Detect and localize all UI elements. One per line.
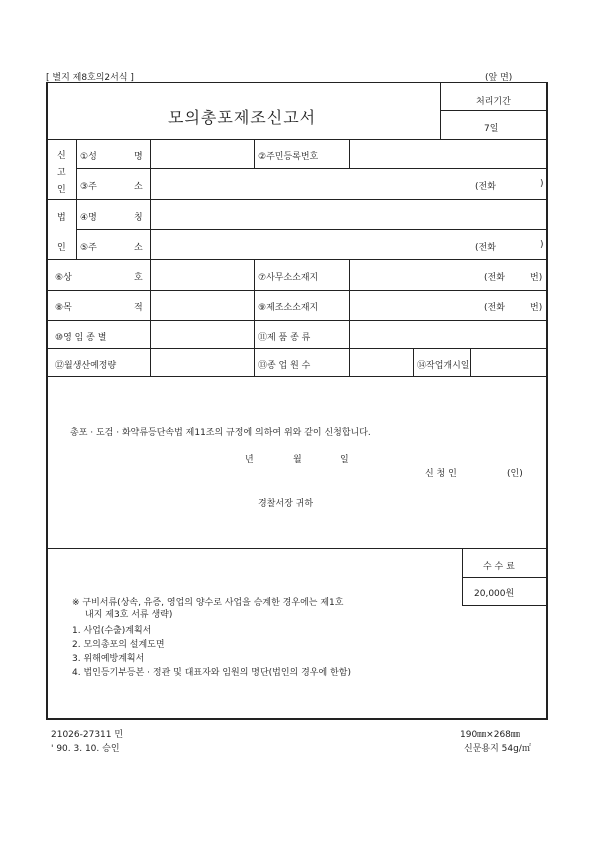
office-phone-tail: 번) — [530, 273, 543, 283]
factory-location-label: ⑨제조소소재지 — [258, 303, 319, 313]
row-line-8 — [47, 348, 547, 349]
mid-divider-2 — [349, 139, 350, 168]
mid-divider-5 — [413, 348, 414, 376]
corp-name-label-tail: 칭 — [134, 213, 143, 223]
documents-note-2: 내지 제3호 서류 생략) — [85, 610, 173, 620]
processing-label: 처리기간 — [476, 97, 511, 107]
statement-text: 총포 · 도검 · 화약류등단속법 제11조의 규정에 의하여 위와 같이 신청합니다. — [70, 428, 371, 438]
paper-type: 신문용지 54g/㎡ — [464, 744, 531, 754]
address-label: ③주 — [80, 182, 97, 192]
applicant-section-char-2: 고 — [57, 168, 66, 178]
corp-phone-close: ) — [540, 240, 544, 250]
row-line-1 — [47, 139, 547, 140]
corp-address-label-tail: 소 — [134, 243, 143, 253]
processing-split — [440, 110, 547, 111]
monthly-output-label: ⑫월생산예정량 — [55, 361, 117, 371]
seal-mark: (인) — [507, 469, 523, 479]
approval-date: ' 90. 3. 10. 승인 — [51, 744, 120, 754]
applicant-section-char-3: 인 — [57, 185, 66, 195]
office-phone-label: (전화 — [484, 273, 505, 283]
address-label-tail: 소 — [134, 182, 143, 192]
form-code: 21026-27311 민 — [51, 730, 124, 740]
office-location-label: ⑦사무소소재지 — [258, 273, 319, 283]
employee-count-label: ⑬종 업 원 수 — [258, 361, 311, 371]
page-side-label: (앞 면) — [485, 73, 513, 83]
row-line-10 — [47, 548, 547, 549]
start-date-label: ⑭작업개시일 — [417, 361, 470, 371]
product-type-label: ⑪제 품 종 류 — [258, 333, 311, 343]
paper-size: 190㎜×268㎜ — [460, 730, 520, 740]
rrn-label: ②주민등록번호 — [258, 152, 319, 162]
mid-divider-1 — [254, 139, 255, 168]
purpose-label-tail: 적 — [134, 303, 143, 313]
date-month: 월 — [293, 455, 302, 465]
row-line-6 — [47, 290, 547, 291]
document-item: 2. 모의총포의 설계도면 — [72, 640, 165, 650]
corp-section-char-2: 인 — [57, 243, 66, 253]
date-year: 년 — [245, 455, 254, 465]
document-item: 1. 사업(수출)계획서 — [72, 626, 152, 636]
frame-left-border — [46, 82, 48, 719]
row-line-2 — [76, 168, 547, 169]
name-label-tail: 명 — [134, 152, 143, 162]
form-title: 모의총포제조신고서 — [168, 108, 317, 127]
fee-box-split — [462, 577, 547, 578]
fee-label: 수 수 료 — [483, 562, 515, 572]
corp-section-char-1: 법 — [57, 213, 66, 223]
applicant-phone-close: ) — [540, 179, 544, 189]
row-line-5 — [47, 259, 547, 260]
corp-name-label: ④명 — [80, 213, 97, 223]
document-item: 3. 위해예방계획서 — [72, 654, 145, 664]
name-label: ①성 — [80, 152, 97, 162]
processing-value: 7일 — [484, 124, 499, 134]
fee-amount: 20,000원 — [474, 589, 515, 599]
addressee: 경찰서장 귀하 — [258, 499, 314, 509]
factory-phone-tail: 번) — [530, 303, 543, 313]
applicant-phone-label: (전화 — [475, 182, 496, 192]
mid-divider-4 — [349, 259, 350, 376]
mid-divider-6 — [470, 348, 471, 376]
document-item: 4. 법인등기부등본 · 정관 및 대표자와 임원의 명단(법인의 경우에 한함) — [72, 668, 351, 678]
row-line-7 — [47, 320, 547, 321]
fee-box-bottom — [462, 605, 547, 606]
row-line-9 — [47, 376, 547, 377]
trade-name-label: ⑥상 — [55, 273, 72, 283]
date-day: 일 — [340, 455, 349, 465]
form-number: [ 별지 제8호의2서식 ] — [46, 73, 134, 83]
applicant-section-char-1: 신 — [57, 151, 66, 161]
factory-phone-label: (전화 — [484, 303, 505, 313]
documents-note-1: ※ 구비서류(상속, 유증, 영업의 양수로 사업을 승계한 경우에는 제1호 — [72, 598, 344, 608]
corp-address-label: ⑤주 — [80, 243, 97, 253]
purpose-label: ⑧목 — [55, 303, 72, 313]
mid-divider-3 — [254, 259, 255, 376]
frame-right-border — [546, 82, 548, 719]
trade-name-label-tail: 호 — [134, 273, 143, 283]
label-divider — [150, 139, 151, 376]
section-divider — [76, 139, 77, 259]
row-line-4 — [76, 229, 547, 230]
frame-bottom-border — [46, 718, 548, 720]
row-line-3 — [47, 199, 547, 200]
corp-phone-label: (전화 — [475, 243, 496, 253]
business-type-label: ⑩영 임 종 별 — [55, 333, 107, 343]
applicant-sign-label: 신 청 인 — [425, 469, 457, 479]
